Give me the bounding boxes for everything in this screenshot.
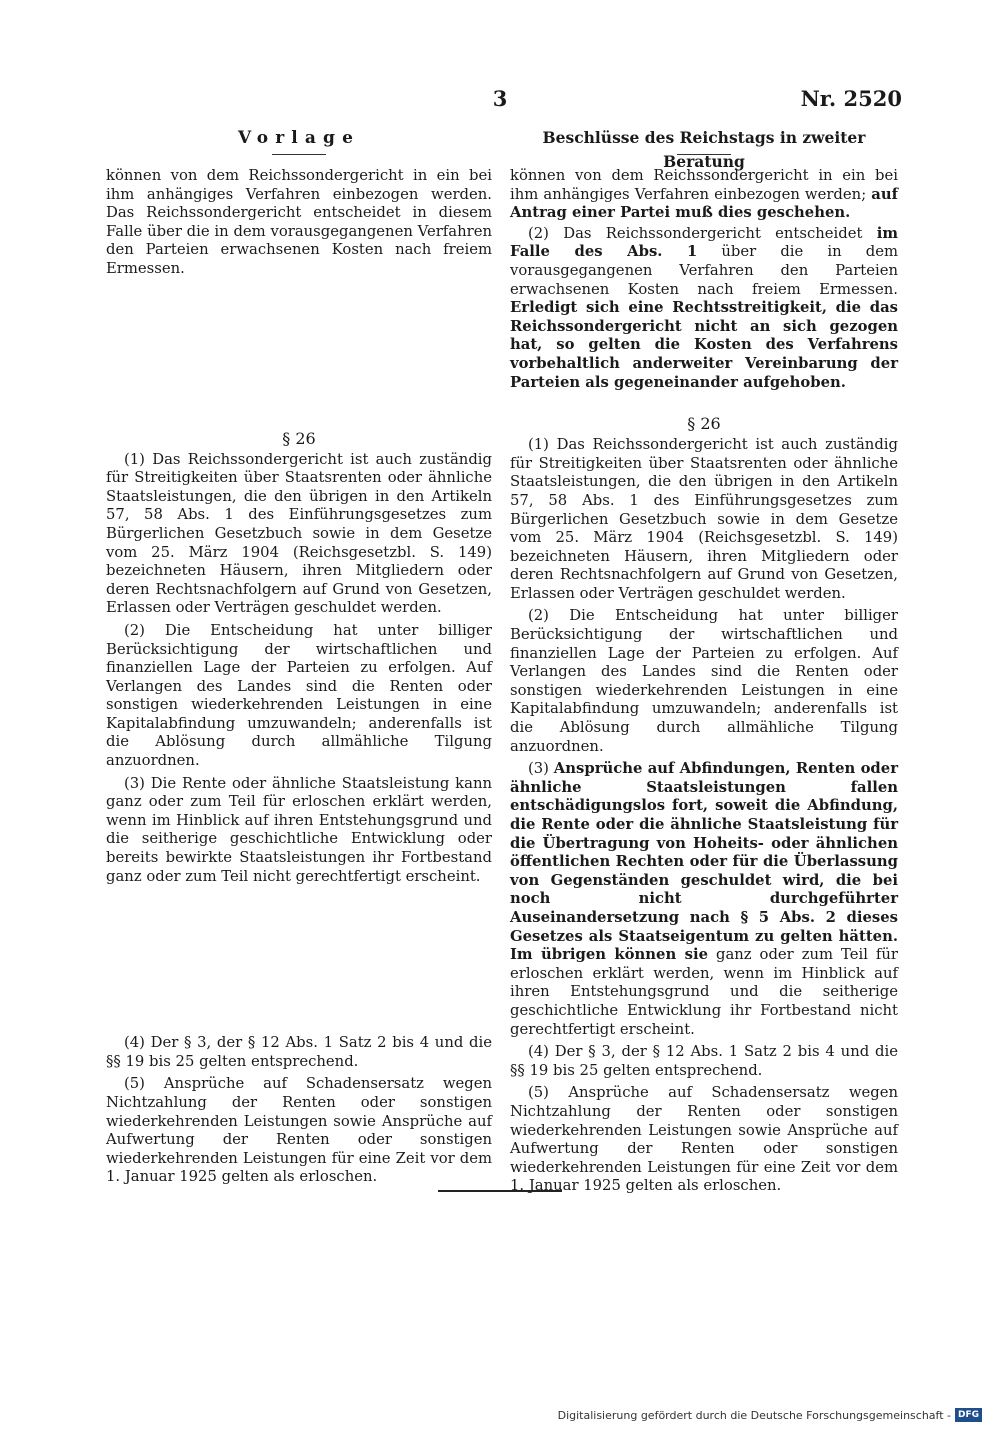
right-paragraph-3-emphasis: Ansprüche auf Abfindungen, Renten oder ähnliche Staatsleistungen fallen entschädigungslos fort, soweit die Abfindung, die Rente oder die ähnliche Staatsleistung für die Übertragung von Hoheits- oder ähnlichen öffentlichen Rechten oder für die Überlassung von Gegenständen geschuldet wird, die bei noch nicht durchgeführter Auseinandersetzung nach § 5 Abs. 2 dieses Gesetzes als Staatseigentum zu gelten hätten. Im übrigen können sie: [510, 760, 898, 964]
page-number: 3: [492, 86, 508, 111]
right-column-title: Beschlüsse des Reichstags in zweiter Beratung: [542, 128, 866, 171]
right-intro-paragraph: [510, 167, 898, 223]
left-column-title: Vorlage: [237, 128, 361, 148]
right-paragraph-1: (1) Das Reichssondergericht ist auch zuständig für Streitigkeiten über Staatsrenten oder ähnliche Staatsleistungen, die den übrigen in den Artikeln 57, 58 Abs. 1 des Einführungsgesetzes zum Bürgerlichen Gesetzbuch sowie in dem Gesetze vom 25. März 1904 (Reichsgesetzbl. S. 149) bezeichneten Häusern, ihren Mitgliedern oder deren Rechtsnachfolgern auf Grund von Gesetzen, Erlassen oder Verträgen geschuldet werden.: [510, 436, 898, 602]
left-paragraph-3: (3) Die Rente oder ähnliche Staatsleistung kann ganz oder zum Teil für erloschen erklärt werden, wenn im Hinblick auf ihren Entstehungsgrund und die seitherige geschichtliche Entwicklung oder bereits bewirkte Staatsleistungen ihr Fortbestand ganz oder zum Teil nicht gerechtfertigt erscheint.: [106, 774, 492, 885]
left-paragraph-5: (5) Ansprüche auf Schadensersatz wegen Nichtzahlung der Renten oder sonstigen wiederkehrenden Leistungen sowie Ansprüche auf Aufwertung der Renten oder sonstigen wiederkehrenden Leistungen für eine Zeit vor dem 1. Januar 1925 gelten als erloschen.: [106, 1075, 492, 1186]
right-paragraph-3: [510, 760, 898, 1039]
right-intro-emphasis: auf Antrag einer Partei muß dies geschehen.: [510, 185, 898, 222]
end-rule: [438, 1190, 562, 1192]
right-paragraph-2: (2) Die Entscheidung hat unter billiger Berücksichtigung der wirtschaftlichen und finanziellen Lage der Parteien zu erfolgen. Auf Verlangen des Landes sind die Renten oder sonstigen wiederkehrenden Leistungen in eine Kapitalabfindung umzuwandeln; anderenfalls ist die Ablösung durch allmähliche Tilgung anzuordnen.: [510, 607, 898, 755]
left-title-rule: [272, 154, 326, 155]
left-paragraph-2: (2) Die Entscheidung hat unter billiger Berücksichtigung der wirtschaftlichen und finanziellen Lage der Parteien zu erfolgen. Auf Verlangen des Landes sind die Renten oder sonstigen wiederkehrenden Leistungen in eine Kapitalabfindung umzuwandeln; anderenfalls ist die Ablösung durch allmähliche Tilgung anzuordnen.: [106, 621, 492, 770]
left-gap: [106, 279, 492, 429]
right-intro2-text-c: über die in dem vorausgegangenen Verfahren den Parteien erwachsenen Kosten nach freiem Ermessen.: [510, 243, 898, 298]
right-gap: [510, 392, 898, 414]
right-column: [510, 126, 898, 1196]
right-intro2-text-a: (2) Das Reichssondergericht entscheidet: [528, 224, 863, 242]
right-paragraph-4: (4) Der § 3, der § 12 Abs. 1 Satz 2 bis 4 und die §§ 19 bis 25 gelten entsprechend.: [510, 1043, 898, 1079]
right-paragraph-5: (5) Ansprüche auf Schadensersatz wegen Nichtzahlung der Renten oder sonstigen wiederkehrenden Leistungen sowie Ansprüche auf Aufwertung der Renten oder sonstigen wiederkehrenden Leistungen für eine Zeit vor dem 1. Januar 1925 gelten als erloschen.: [510, 1084, 898, 1195]
right-paragraph-3-number: (3): [528, 760, 549, 778]
left-paragraph-1: (1) Das Reichssondergericht ist auch zuständig für Streitigkeiten über Staatsrenten oder ähnliche Staatsleistungen, die den übrigen in den Artikeln 57, 58 Abs. 1 des Einführungsgesetzes zum Bürgerlichen Gesetzbuch sowie in dem Gesetze vom 25. März 1904 (Reichsgesetzbl. S. 149) bezeichneten Häusern, ihren Mitgliedern oder deren Rechtsnachfolgern auf Grund von Gesetzen, Erlassen oder Verträgen geschuldet werden.: [106, 450, 492, 617]
right-section-heading: § 26: [687, 414, 721, 434]
right-intro-paragraph-2: [510, 225, 898, 392]
left-section-heading: § 26: [282, 428, 316, 448]
right-intro2-emphasis-d: Erledigt sich eine Rechtsstreitigkeit, die das Reichssondergericht nicht an sich gezogen hat, so gelten die Kosten des Verfahrens vorbehaltlich anderweiter Vereinbarung der Parteien als gegeneinander aufgehoben.: [510, 299, 898, 391]
right-intro2-emphasis-a: im Falle des Abs. 1: [510, 224, 898, 261]
left-intro-paragraph: können von dem Reichssondergericht in ein bei ihm anhängiges Verfahren einbezogen werden. Das Reichssondergericht entscheidet in diesem Falle über die in dem vorausgegangenen Verfahren den Parteien erwachsenen Kosten nach freiem Ermessen.: [106, 167, 492, 277]
left-column: [106, 126, 492, 1187]
footer: [558, 1408, 982, 1422]
right-intro-text: können von dem Reichssondergericht in ein bei ihm anhängiges Verfahren einbezogen werden;: [510, 167, 898, 203]
left-paragraph-4: (4) Der § 3, der § 12 Abs. 1 Satz 2 bis 4 und die §§ 19 bis 25 gelten entsprechend.: [106, 1034, 492, 1070]
footer-text: Digitalisierung gefördert durch die Deutsche Forschungsgemeinschaft -: [557, 1408, 951, 1422]
dfg-logo: DFG: [955, 1408, 982, 1422]
document-number: Nr. 2520: [800, 86, 902, 111]
right-paragraph-3-text: ganz oder zum Teil für erloschen erklärt werden, wenn im Hinblick auf ihren Entstehungsgrund und die seitherige geschichtliche Entwicklung ihr Fortbestand nicht gerechtfertigt erscheint.: [510, 946, 898, 1038]
left-gap-2: [106, 886, 492, 1034]
